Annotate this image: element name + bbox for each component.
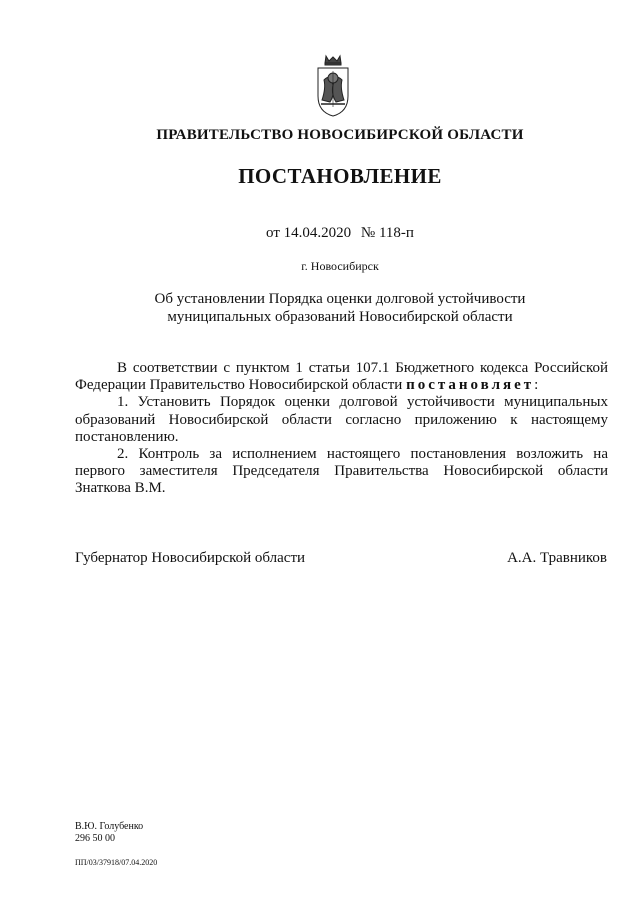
signatory-position: Губернатор Новосибирской области [75, 550, 306, 566]
document-type: ПОСТАНОВЛЕНИЕ [238, 164, 442, 188]
document-subject [0, 290, 640, 326]
executor-phone: 296 50 00 [75, 833, 115, 844]
document-number: № 118-п [360, 225, 414, 241]
date-line [0, 225, 640, 242]
government-title: ПРАВИТЕЛЬСТВО НОВОСИБИРСКОЙ ОБЛАСТИ [156, 127, 524, 143]
city: г. Новосибирск [301, 259, 379, 273]
paragraph-preamble [75, 360, 608, 394]
date-prefix: от [266, 225, 280, 241]
paragraph-1: 1. Установить Порядок оценки долговой устойчивости муниципальных образований Новосибирской области согласно приложению к настоящему постановлению. [75, 394, 608, 445]
coat-of-arms-icon [312, 54, 354, 118]
signatory-name: А.А. Травников [507, 550, 607, 566]
document-body [75, 360, 608, 498]
registration-code: ПП/03/37918/07.04.2020 [75, 858, 158, 867]
preamble-text: В соответствии с пунктом 1 статьи 107.1 Бюджетного кодекса Российской Федерации Правительство Новосибирской области [75, 360, 608, 394]
subject-line-1: Об установлении Порядка оценки долговой устойчивости [154, 291, 526, 307]
document-date: 14.04.2020 [283, 225, 352, 241]
paragraph-2: 2. Контроль за исполнением настоящего постановления возложить на первого заместителя Председателя Правительства Новосибирской области Знаткова В.М. [75, 446, 608, 497]
decision-word: постановляет [406, 377, 535, 394]
subject-line-2: муниципальных образований Новосибирской области [167, 309, 513, 325]
executor-name: В.Ю. Голубенко [75, 821, 144, 832]
preamble-colon: : [534, 377, 539, 394]
